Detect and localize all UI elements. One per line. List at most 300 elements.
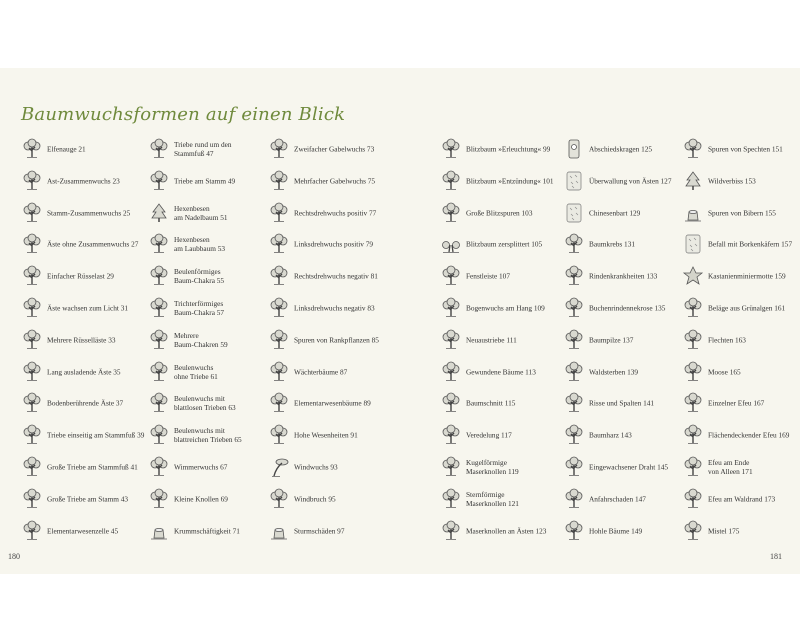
entry-item: [563, 233, 688, 255]
entry-item: [268, 488, 393, 510]
entry-label: [466, 335, 566, 344]
entry-item: [148, 424, 273, 446]
entry-label-line: Beulenwuchs mit: [174, 394, 225, 404]
entry-item: [268, 392, 393, 414]
entry-label: [466, 304, 566, 313]
entry-label-line: Risse und Spalten 141: [589, 398, 655, 408]
tree-icon: [682, 297, 704, 319]
entry-label-line: ohne Triebe 61: [174, 371, 218, 381]
stump-icon: [682, 202, 704, 224]
entry-item: [682, 329, 800, 351]
entry-item: [682, 170, 800, 192]
tree-icon: [440, 202, 462, 224]
entry-label: [294, 145, 394, 154]
tree-icon: [440, 488, 462, 510]
entry-item: [682, 297, 800, 319]
tree-icon: [682, 138, 704, 160]
entry-item: [21, 170, 146, 192]
entry-item: [148, 520, 273, 542]
entry-label-line: Elementarwesenzelle 45: [47, 526, 119, 536]
entry-label: [466, 399, 566, 408]
entry-label: [589, 272, 689, 281]
entry-column: [21, 68, 146, 574]
entry-label: [294, 367, 394, 376]
entry-item: [148, 202, 273, 224]
entry-item: [440, 520, 565, 542]
entry-item: [21, 392, 146, 414]
tree-icon: [268, 361, 290, 383]
tree-icon: [148, 265, 170, 287]
entry-label-line: Kugelförmige: [466, 458, 507, 467]
entry-label: [47, 463, 147, 472]
tree-icon: [268, 138, 290, 160]
entry-label: [708, 335, 800, 344]
tree-icon: [21, 265, 43, 287]
entry-label: [708, 399, 800, 408]
tree-icon: [682, 392, 704, 414]
entry-label-line: Gewundene Bäume 113: [466, 367, 536, 377]
entry-label: [589, 335, 689, 344]
entry-label-line: Beulenwuchs mit: [174, 426, 225, 436]
entry-item: [148, 329, 273, 351]
conifer-icon: [682, 170, 704, 192]
entry-item: [148, 170, 273, 192]
tree-icon: [21, 392, 43, 414]
entry-label-line: Triebe einseitig am Stammfuß 39: [47, 430, 145, 440]
entry-label: [708, 367, 800, 376]
page-number-right: 181: [770, 552, 782, 561]
entry-item: [563, 488, 688, 510]
entry-label-line: Buchenrindennekrose 135: [589, 303, 666, 313]
entry-label: [294, 208, 394, 217]
entry-label: [294, 463, 394, 472]
entry-label: [589, 304, 689, 313]
bark-patch-icon: [563, 170, 585, 192]
entry-item: [148, 138, 273, 160]
entry-label-line: Hohle Bäume 149: [589, 526, 643, 536]
entry-label: [589, 494, 689, 503]
entry-label: [47, 335, 147, 344]
tree-icon: [563, 488, 585, 510]
entry-label: [47, 367, 147, 376]
entry-label: [708, 304, 800, 313]
entry-item: [440, 265, 565, 287]
entry-label: [589, 145, 689, 154]
entry-label: [174, 235, 274, 253]
tree-icon: [440, 361, 462, 383]
tree-icon: [440, 297, 462, 319]
entry-label: [466, 176, 566, 185]
entry-item: [440, 361, 565, 383]
bark-patch-icon: [682, 233, 704, 255]
entry-label: [589, 463, 689, 472]
entry-label-line: Rindenkrankheiten 133: [589, 271, 658, 281]
entry-label: [174, 526, 274, 535]
entry-label: [589, 431, 689, 440]
tree-icon: [682, 488, 704, 510]
entry-label: [708, 145, 800, 154]
entry-column: [268, 68, 393, 574]
entry-label-line: Ast-Zusammenwuchs 23: [47, 176, 120, 186]
tree-icon: [148, 233, 170, 255]
entry-label: [47, 272, 147, 281]
entry-label-line: Bodenberührende Äste 37: [47, 398, 124, 408]
entry-label: [294, 335, 394, 344]
entry-label-line: Mistel 175: [708, 526, 740, 536]
entry-label-line: Befall mit Borkenkäfern 157: [708, 239, 793, 249]
tree-icon: [268, 424, 290, 446]
entry-item: [21, 329, 146, 351]
entry-label: [294, 304, 394, 313]
tree-icon: [563, 520, 585, 542]
entry-label-line: Blitzbaum zersplittert 105: [466, 239, 543, 249]
tree-icon: [268, 202, 290, 224]
entry-item: [268, 138, 393, 160]
entry-label-line: Große Blitzspuren 103: [466, 208, 533, 218]
page-title: Baumwuchsformen auf einen Blick: [21, 104, 346, 125]
entry-item: [440, 456, 565, 478]
entry-label: [174, 426, 274, 444]
entry-label: [294, 494, 394, 503]
entry-item: [21, 488, 146, 510]
entry-label-line: Veredelung 117: [466, 430, 512, 440]
entry-item: [682, 265, 800, 287]
entry-item: [21, 233, 146, 255]
entry-label: [466, 431, 566, 440]
entry-column: [148, 68, 273, 574]
entry-label-line: Blitzbaum »Entzündung« 101: [466, 176, 554, 186]
entry-label-line: Beläge aus Grünalgen 161: [708, 303, 786, 313]
entry-item: [148, 456, 273, 478]
tree-icon: [148, 329, 170, 351]
entry-label: [589, 208, 689, 217]
tree-icon: [440, 265, 462, 287]
entry-label-line: blattreichen Trieben 65: [174, 435, 242, 445]
split-tree-icon: [440, 233, 462, 255]
page-number-left: 180: [8, 552, 20, 561]
leaf-icon: [682, 265, 704, 287]
entry-item: [21, 138, 146, 160]
tree-icon: [21, 424, 43, 446]
entry-label-line: Baumschnitt 115: [466, 398, 516, 408]
entry-label: [47, 399, 147, 408]
entry-label: [466, 490, 566, 508]
entry-label-line: Moose 165: [708, 367, 741, 377]
entry-item: [148, 488, 273, 510]
stump-icon: [148, 520, 170, 542]
entry-label: [174, 176, 274, 185]
entry-label: [294, 526, 394, 535]
entry-item: [268, 202, 393, 224]
entry-label-line: Flechten 163: [708, 335, 746, 345]
entry-label-line: Wildverbiss 153: [708, 176, 756, 186]
entry-item: [563, 361, 688, 383]
tree-icon: [440, 329, 462, 351]
entry-column: [440, 68, 565, 574]
tree-icon: [563, 265, 585, 287]
tree-icon: [563, 361, 585, 383]
entry-label: [466, 367, 566, 376]
entry-label-line: Beulenförmiges: [174, 267, 221, 277]
tree-icon: [268, 488, 290, 510]
tree-icon: [21, 329, 43, 351]
tree-icon: [21, 488, 43, 510]
entry-item: [563, 170, 688, 192]
entry-item: [682, 456, 800, 478]
entry-label-line: Spuren von Bibern 155: [708, 208, 776, 218]
entry-label-line: Anfahrschaden 147: [589, 494, 646, 504]
entry-item: [563, 456, 688, 478]
entry-item: [21, 456, 146, 478]
entry-label-line: Mehrfacher Gabelwuchs 75: [294, 176, 376, 186]
entry-label: [174, 299, 274, 317]
entry-label-line: Baumkrebs 131: [589, 239, 636, 249]
entry-label-line: Baumharz 143: [589, 430, 632, 440]
entry-label-line: Spuren von Rankpflanzen 85: [294, 335, 379, 345]
tree-icon: [148, 138, 170, 160]
entry-label-line: Äste wachsen zum Licht 31: [47, 303, 129, 313]
entry-label: [708, 526, 800, 535]
entry-label: [47, 431, 147, 440]
entry-item: [682, 233, 800, 255]
entry-label-line: Linksdrehwuchs positiv 79: [294, 239, 374, 249]
entry-label-line: Lang ausladende Äste 35: [47, 367, 121, 377]
tree-icon: [148, 170, 170, 192]
entry-item: [563, 138, 688, 160]
entry-item: [21, 424, 146, 446]
entry-label-line: Triebe rund um den: [174, 140, 232, 149]
entry-label: [466, 272, 566, 281]
entry-item: [440, 233, 565, 255]
tree-icon: [148, 488, 170, 510]
entry-item: [440, 138, 565, 160]
entry-label-line: Bogenwuchs am Hang 109: [466, 303, 545, 313]
entry-label: [294, 176, 394, 185]
entry-item: [682, 361, 800, 383]
entry-label: [708, 494, 800, 503]
tree-icon: [440, 170, 462, 192]
entry-label-line: am Nadelbaum 51: [174, 212, 228, 222]
entry-label: [174, 463, 274, 472]
entry-label: [174, 267, 274, 285]
entry-label-line: Einfacher Rüsselast 29: [47, 271, 114, 281]
entry-item: [268, 361, 393, 383]
tree-icon: [21, 138, 43, 160]
entry-item: [148, 392, 273, 414]
entry-label-line: Stammfuß 47: [174, 149, 214, 158]
tree-icon: [148, 297, 170, 319]
entry-label-line: Abschiedskragen 125: [589, 144, 653, 154]
entry-item: [21, 265, 146, 287]
conifer-icon: [148, 202, 170, 224]
tree-icon: [440, 138, 462, 160]
tree-icon: [440, 520, 462, 542]
tree-icon: [682, 361, 704, 383]
entry-label-line: Waldsterben 139: [589, 367, 639, 377]
tree-icon: [21, 170, 43, 192]
tree-icon: [268, 297, 290, 319]
stump-icon: [268, 520, 290, 542]
entry-label-line: Große Triebe am Stamm 43: [47, 494, 129, 504]
tree-icon: [148, 361, 170, 383]
entry-label-line: Chinesenbart 129: [589, 208, 641, 218]
tree-icon: [440, 392, 462, 414]
entry-label: [708, 272, 800, 281]
entry-item: [148, 361, 273, 383]
entry-item: [21, 361, 146, 383]
entry-item: [563, 424, 688, 446]
entry-item: [21, 297, 146, 319]
entry-label-line: Efeu am Ende: [708, 458, 750, 467]
entry-label-line: Beulenwuchs: [174, 362, 214, 372]
entry-item: [682, 520, 800, 542]
entry-label-line: Baum-Chakra 55: [174, 276, 225, 286]
entry-label-line: Fenstleiste 107: [466, 271, 510, 281]
entry-label: [47, 494, 147, 503]
entry-label-line: Krummschäftigkeit 71: [174, 526, 240, 536]
entry-item: [563, 297, 688, 319]
entry-label-line: Wächterbäume 87: [294, 367, 348, 377]
entry-label: [466, 526, 566, 535]
entry-label-line: Baum-Chakra 57: [174, 308, 225, 317]
entry-label-line: Windwuchs 93: [294, 462, 338, 472]
entry-label: [589, 240, 689, 249]
book-spread: [0, 68, 800, 574]
entry-label-line: Blitzbaum »Erleuchtung« 99: [466, 144, 551, 154]
tree-icon: [563, 329, 585, 351]
tree-icon: [682, 456, 704, 478]
tree-icon: [682, 520, 704, 542]
entry-label: [466, 145, 566, 154]
entry-item: [563, 392, 688, 414]
entry-label-line: Baumpilze 137: [589, 335, 634, 345]
windswept-tree-icon: [268, 456, 290, 478]
entry-label: [174, 363, 274, 381]
entry-item: [268, 265, 393, 287]
entry-label: [466, 240, 566, 249]
tree-icon: [682, 329, 704, 351]
entry-item: [148, 297, 273, 319]
entry-label-line: Überwallung von Ästen 127: [589, 176, 672, 186]
entry-label: [174, 204, 274, 222]
entry-label: [174, 331, 274, 349]
tree-icon: [21, 456, 43, 478]
entry-label-line: Efeu am Waldrand 173: [708, 494, 776, 504]
entry-label-line: Flächendeckender Efeu 169: [708, 430, 790, 440]
tree-icon: [563, 392, 585, 414]
entry-label: [47, 526, 147, 535]
bark-patch-icon: [563, 202, 585, 224]
tree-icon: [21, 297, 43, 319]
entry-label-line: Rechtsdrehwuchs positiv 77: [294, 208, 377, 218]
entry-item: [148, 233, 273, 255]
entry-label-line: Baum-Chakren 59: [174, 339, 228, 349]
entry-label: [708, 208, 800, 217]
entry-label: [294, 399, 394, 408]
entry-item: [682, 488, 800, 510]
tree-icon: [440, 456, 462, 478]
entry-label: [708, 240, 800, 249]
entry-item: [21, 520, 146, 542]
entry-label: [294, 431, 394, 440]
entry-label-line: Linksdrehwuchs negativ 83: [294, 303, 375, 313]
tree-icon: [268, 265, 290, 287]
entry-item: [682, 138, 800, 160]
entry-label-line: von Alleen 171: [708, 467, 753, 476]
entry-label-line: Neuaustriebe 111: [466, 335, 517, 345]
tree-icon: [563, 456, 585, 478]
entry-label-line: Sturmschäden 97: [294, 526, 345, 536]
entry-label-line: Hohe Wesenheiten 91: [294, 430, 358, 440]
entry-item: [21, 202, 146, 224]
entry-column: [563, 68, 688, 574]
entry-item: [268, 297, 393, 319]
entry-item: [148, 265, 273, 287]
entry-label: [47, 208, 147, 217]
entry-label-line: Kleine Knollen 69: [174, 494, 228, 504]
entry-label-line: Eingewachsener Draht 145: [589, 462, 669, 472]
entry-label: [174, 494, 274, 503]
entry-label: [708, 458, 800, 476]
entry-label: [466, 208, 566, 217]
entry-label: [708, 176, 800, 185]
entry-label-line: am Laubbaum 53: [174, 244, 226, 254]
entry-item: [440, 202, 565, 224]
entry-label: [466, 458, 566, 476]
entry-label-line: Große Triebe am Stammfuß 41: [47, 462, 138, 472]
entry-item: [563, 520, 688, 542]
entry-label-line: Stamm-Zusammenwuchs 25: [47, 208, 131, 218]
entry-label-line: Einzelner Efeu 167: [708, 398, 765, 408]
entry-label: [47, 145, 147, 154]
entry-label: [47, 304, 147, 313]
tree-icon: [21, 520, 43, 542]
entry-item: [682, 392, 800, 414]
entry-label: [589, 176, 689, 185]
entry-item: [268, 424, 393, 446]
entry-label-line: Sternförmige: [466, 489, 505, 499]
entry-label: [708, 431, 800, 440]
trunk-detail-icon: [563, 138, 585, 160]
entry-label-line: Wimmerwuchs 67: [174, 462, 228, 472]
entry-item: [268, 233, 393, 255]
entry-label-line: Windbruch 95: [294, 494, 336, 504]
entry-label: [589, 399, 689, 408]
entry-item: [563, 329, 688, 351]
entry-item: [682, 202, 800, 224]
entry-label: [47, 240, 147, 249]
tree-icon: [682, 424, 704, 446]
entry-item: [563, 265, 688, 287]
entry-item: [440, 392, 565, 414]
entry-column: [682, 68, 800, 574]
entry-label-line: Rechtsdrehwuchs negativ 81: [294, 271, 378, 281]
entry-item: [682, 424, 800, 446]
tree-icon: [148, 424, 170, 446]
tree-icon: [148, 392, 170, 414]
entry-item: [268, 456, 393, 478]
entry-label-line: Mehrere: [174, 330, 199, 340]
entry-label: [174, 140, 274, 158]
tree-icon: [268, 170, 290, 192]
entry-label-line: Maserknollen 119: [466, 467, 519, 476]
entry-label-line: Maserknollen an Ästen 123: [466, 526, 547, 536]
tree-icon: [563, 297, 585, 319]
entry-item: [268, 520, 393, 542]
entry-label-line: Trichterförmiges: [174, 299, 224, 308]
entry-item: [563, 202, 688, 224]
entry-label-line: Spuren von Spechten 151: [708, 144, 783, 154]
